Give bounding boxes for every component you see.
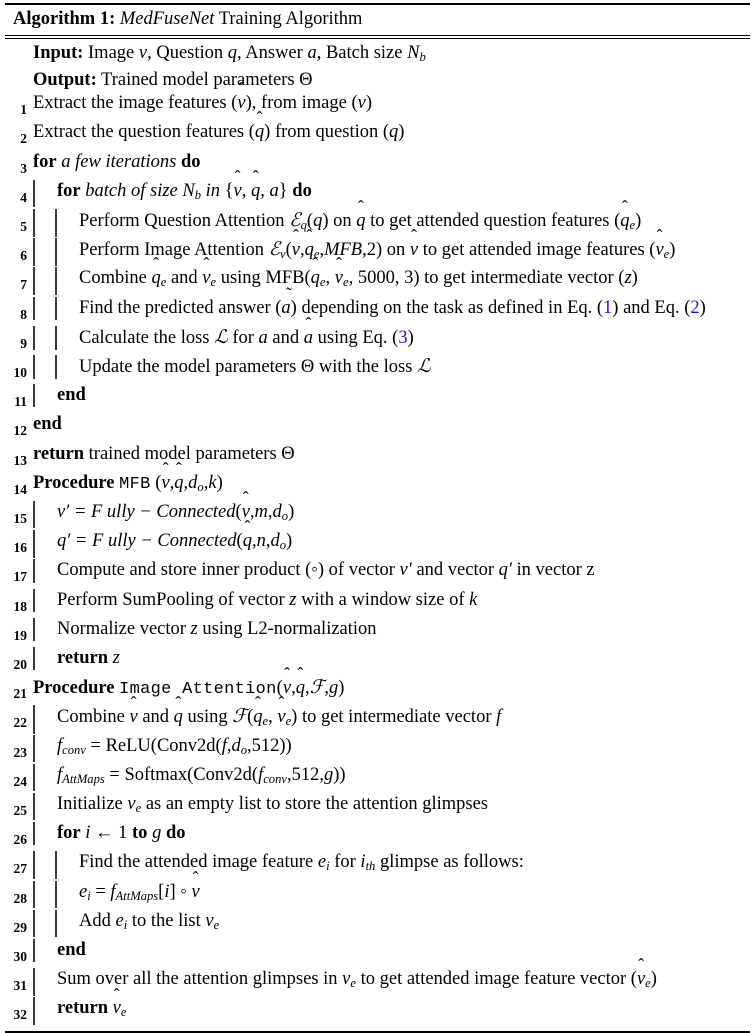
equation-ref[interactable]: 1 [603, 297, 613, 318]
algorithm-title-name: MedFuseNet [119, 9, 215, 29]
line-number: 7 [20, 277, 27, 293]
line-number: 23 [13, 744, 27, 760]
line-content: end [33, 414, 62, 435]
line-number: 26 [13, 832, 27, 848]
indent-guide [55, 297, 57, 320]
algorithm-line [5, 443, 750, 472]
algorithm-line [5, 121, 750, 150]
line-content: Procedure Image Attention( v, q,ℱ,g) [33, 676, 345, 700]
line-number: 12 [13, 423, 27, 439]
algorithm-line [5, 297, 750, 326]
indent-guide [33, 297, 35, 320]
line-number: 22 [13, 715, 27, 731]
equation-ref[interactable]: 3 [398, 327, 408, 348]
algorithm-line [5, 92, 750, 121]
indent-guide [33, 267, 35, 294]
indent-guide [33, 530, 35, 557]
indent-guide [33, 647, 35, 670]
indent-guide [33, 618, 35, 641]
line-number: 15 [13, 510, 27, 526]
line-number: 1 [20, 102, 27, 118]
line-number: 17 [13, 569, 27, 585]
indent-guide [33, 238, 35, 266]
indent-guide [55, 851, 57, 878]
indent-guide [33, 355, 35, 379]
indent-guide [33, 968, 35, 995]
line-number: 19 [13, 627, 27, 643]
line-content: q′ = F ully − Connected( $q,n,d_o$) [27, 530, 750, 557]
indent-guide [33, 589, 35, 612]
bottom-rule [5, 1031, 750, 1033]
algorithm-body [5, 39, 750, 1031]
indent-guide [33, 851, 35, 878]
line-number: 32 [13, 1007, 27, 1023]
algorithm-label: Algorithm 1: [13, 9, 116, 29]
line-content: Compute and store inner product (◦) of vector v′ and vector q′ in vector z [27, 559, 750, 582]
algorithm-line [5, 822, 750, 851]
algorithm-line [5, 735, 750, 764]
algorithm-line [5, 180, 750, 209]
indent-guide [33, 764, 35, 791]
line-number: 14 [13, 481, 27, 497]
indent-guide [55, 355, 57, 379]
algorithm-line [5, 618, 750, 647]
indent-guide [33, 735, 35, 762]
line-content: Extract the image features ( v), from image (v) [33, 93, 373, 114]
indent-guide [55, 881, 57, 908]
algorithm-line [5, 326, 750, 355]
algorithm-line [5, 413, 750, 442]
algorithm-line [5, 559, 750, 588]
algorithm-line [5, 355, 750, 384]
algorithm-line [5, 676, 750, 705]
algorithm-line [5, 209, 750, 238]
output-text: Trained model parameters Θ [101, 69, 313, 90]
line-content: return $v_e$ [27, 997, 750, 1024]
line-content: Perform SumPooling of vector z with a window size of k [27, 589, 750, 612]
line-content: Extract the question features ( q) from question (q) [33, 122, 405, 143]
indent-guide [33, 180, 35, 207]
indent-guide [33, 559, 35, 582]
line-number: 3 [20, 160, 27, 176]
algorithm-title-rest: Training Algorithm [214, 9, 363, 29]
line-number: 2 [20, 131, 27, 147]
algorithm-line [5, 793, 750, 822]
indent-guide [55, 910, 57, 937]
line-number: 31 [13, 978, 27, 994]
line-content: Update the model parameters Θ with the loss ℒ [27, 355, 750, 379]
line-content: return z [27, 647, 750, 670]
algorithm-line [5, 501, 750, 530]
line-number: 24 [13, 773, 27, 789]
line-number: 27 [13, 861, 27, 877]
equation-ref[interactable]: 2 [690, 297, 700, 318]
line-content: Calculate the loss ℒ for a and a using Eq. (3) [27, 326, 750, 350]
line-number: 11 [14, 394, 27, 410]
output-line [5, 69, 750, 92]
algorithm-line [5, 647, 750, 676]
indent-guide [33, 793, 35, 820]
indent-guide [33, 501, 35, 528]
indent-guide [55, 209, 57, 237]
line-content: $f_{AttMaps}$ = $Softmax(Conv2d(f_{conv},512,g))$ [27, 764, 750, 791]
line-number: 9 [20, 335, 27, 351]
line-number: 16 [13, 540, 27, 556]
line-content: for batch of size $N_b$ in { v, q, a} do [27, 180, 750, 207]
line-content: Combine $q_e$ and $v_e$ using MFB( $q_e$, $v_e$, 5000, 3) to get intermediate vector (z) [27, 267, 750, 294]
line-content: end [27, 384, 750, 407]
line-content: for i ← 1 to g do [27, 822, 750, 845]
algorithm-line [5, 589, 750, 618]
line-number: 28 [13, 890, 27, 906]
line-content: v′ = F ully − Connected( $v,m,d_o$) [27, 501, 750, 528]
algorithm-line [5, 238, 750, 267]
algorithm-line [5, 910, 750, 939]
indent-guide [33, 326, 35, 350]
algorithm-line [5, 384, 750, 413]
line-number [5, 42, 27, 48]
algorithm-line [5, 997, 750, 1026]
output-keyword: Output: [33, 69, 97, 90]
line-number: 29 [13, 919, 27, 935]
algorithm-line [5, 151, 750, 180]
line-content: Perform Question Attention ℰ$_q$(q) on q to get attended question features ( $q_e$) [27, 209, 750, 237]
line-number: 4 [20, 189, 27, 205]
line-number: 6 [20, 248, 27, 264]
indent-guide [55, 238, 57, 266]
algorithm-line [5, 530, 750, 559]
line-content: Normalize vector z using L2-normalization [27, 618, 750, 641]
line-content: for a few iterations do [33, 151, 201, 172]
input-text: Image v, Question q, Answer a, Batch size $N_b$ [88, 42, 426, 64]
line-number: 13 [13, 452, 27, 468]
input-keyword: Input: [33, 42, 84, 63]
line-content: Find the attended image feature $e_i$ for $i_{th}$ glimpse as follows: [27, 851, 750, 878]
line-number: 8 [20, 306, 27, 322]
line-content: Find the predicted answer ( a) depending on the task as defined in Eq. (1) and Eq. (2) [27, 297, 750, 320]
indent-guide [33, 939, 35, 962]
line-number: 30 [13, 949, 27, 964]
line-content: Initialize $v_e$ as an empty list to store the attention glimpses [27, 793, 750, 820]
indent-guide [33, 705, 35, 733]
algorithm-caption [5, 5, 750, 35]
line-number: 5 [20, 218, 27, 234]
line-content: Combine v and q using ℱ( $q_e$, $v_e$) to get intermediate vector f [27, 705, 750, 733]
line-content: $e_i = f_{AttMaps}[i]$ ◦ v [27, 881, 750, 908]
procedure-name: MFB [119, 474, 151, 494]
input-line [5, 42, 750, 69]
line-content: Sum over all the attention glimpses in $v_e$ to get attended image feature vector ( $v_e$) [27, 968, 750, 995]
line-number: 21 [13, 686, 27, 702]
line-content: return trained model parameters Θ [33, 443, 295, 464]
line-number: 10 [13, 364, 27, 380]
procedure-name: Image Attention [119, 680, 277, 700]
algorithm-block [5, 0, 750, 1033]
line-content: Procedure MFB ( v, $q,d_o,k$) [33, 472, 223, 494]
indent-guide [55, 267, 57, 294]
line-number: 25 [13, 802, 27, 818]
indent-guide [33, 997, 35, 1024]
line-content: Add $e_i$ to the list $v_e$ [27, 910, 750, 937]
algorithm-line [5, 705, 750, 734]
indent-guide [33, 384, 35, 407]
algorithm-line [5, 764, 750, 793]
line-number [5, 69, 27, 75]
indent-guide [33, 881, 35, 908]
algorithm-line [5, 267, 750, 296]
line-content: $f_{conv}$ = $ReLU(Conv2d(f,d_o,512))$ [27, 735, 750, 762]
line-content: end [27, 939, 750, 962]
line-content: Perform Image Attention ℰ$_v$( v, $q_e,MFB,2$) on v to get attended image features ( $v_e$) [27, 238, 750, 266]
indent-guide [33, 910, 35, 937]
indent-guide [33, 209, 35, 237]
algorithm-line [5, 881, 750, 910]
algorithm-line [5, 851, 750, 880]
line-number: 18 [13, 598, 27, 614]
algorithm-line [5, 472, 750, 501]
line-number: 20 [13, 656, 27, 672]
indent-guide [55, 326, 57, 350]
